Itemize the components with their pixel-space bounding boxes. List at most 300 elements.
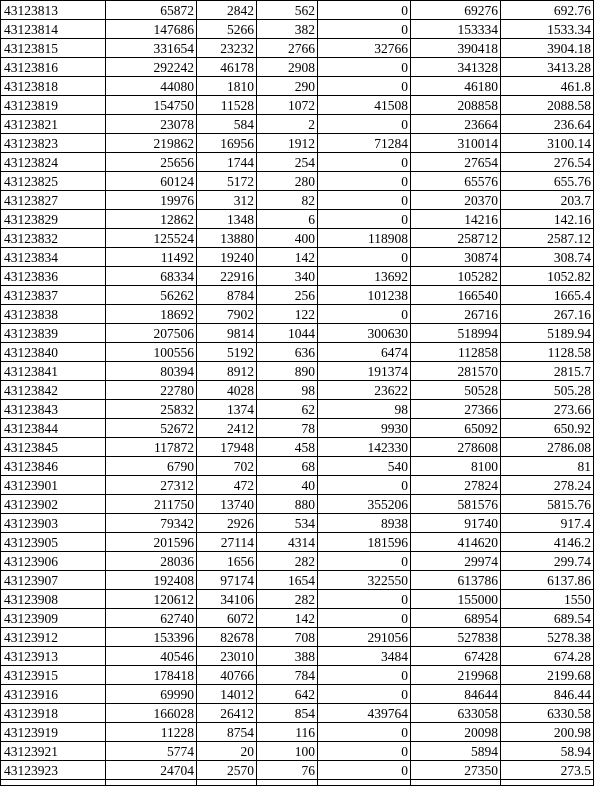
value-cell: 581576 xyxy=(411,495,501,514)
table-row xyxy=(1,438,594,457)
table-row xyxy=(1,134,594,153)
value-cell: 116 xyxy=(257,723,318,742)
value-cell: 280 xyxy=(257,172,318,191)
value-cell: 534 xyxy=(257,514,318,533)
empty-cell xyxy=(318,780,411,786)
value-cell: 461.8 xyxy=(501,77,594,96)
value-cell: 702 xyxy=(197,457,257,476)
row-id-cell: 43123840 xyxy=(1,343,106,362)
value-cell: 142.16 xyxy=(501,210,594,229)
value-cell: 5774 xyxy=(106,742,197,761)
value-cell: 854 xyxy=(257,704,318,723)
table-row xyxy=(1,229,594,248)
value-cell: 278.24 xyxy=(501,476,594,495)
value-cell: 27350 xyxy=(411,761,501,780)
row-id-cell: 43123818 xyxy=(1,77,106,96)
value-cell: 105282 xyxy=(411,267,501,286)
value-cell: 41508 xyxy=(318,96,411,115)
row-id-cell: 43123845 xyxy=(1,438,106,457)
value-cell: 4028 xyxy=(197,381,257,400)
value-cell: 650.92 xyxy=(501,419,594,438)
value-cell: 282 xyxy=(257,552,318,571)
value-cell: 122 xyxy=(257,305,318,324)
value-cell: 8912 xyxy=(197,362,257,381)
row-id-cell: 43123843 xyxy=(1,400,106,419)
value-cell: 282 xyxy=(257,590,318,609)
value-cell: 6474 xyxy=(318,343,411,362)
table-row xyxy=(1,324,594,343)
row-id-cell: 43123827 xyxy=(1,191,106,210)
value-cell: 310014 xyxy=(411,134,501,153)
value-cell: 1810 xyxy=(197,77,257,96)
value-cell: 97174 xyxy=(197,571,257,590)
row-id-cell: 43123842 xyxy=(1,381,106,400)
value-cell: 642 xyxy=(257,685,318,704)
table-row xyxy=(1,609,594,628)
row-id-cell: 43123841 xyxy=(1,362,106,381)
value-cell: 1052.82 xyxy=(501,267,594,286)
table-row xyxy=(1,647,594,666)
value-cell: 390418 xyxy=(411,39,501,58)
value-cell: 65872 xyxy=(106,1,197,20)
table-row xyxy=(1,1,594,20)
value-cell: 12862 xyxy=(106,210,197,229)
value-cell: 112858 xyxy=(411,343,501,362)
value-cell: 211750 xyxy=(106,495,197,514)
row-id-cell: 43123921 xyxy=(1,742,106,761)
table-row xyxy=(1,666,594,685)
row-id-cell: 43123836 xyxy=(1,267,106,286)
row-id-cell: 43123824 xyxy=(1,153,106,172)
value-cell: 340 xyxy=(257,267,318,286)
row-id-cell: 43123832 xyxy=(1,229,106,248)
value-cell: 0 xyxy=(318,685,411,704)
row-id-cell: 43123837 xyxy=(1,286,106,305)
table-row xyxy=(1,742,594,761)
value-cell: 192408 xyxy=(106,571,197,590)
value-cell: 291056 xyxy=(318,628,411,647)
value-cell: 1044 xyxy=(257,324,318,343)
table-row xyxy=(1,286,594,305)
value-cell: 142 xyxy=(257,248,318,267)
value-cell: 22916 xyxy=(197,267,257,286)
value-cell: 0 xyxy=(318,191,411,210)
empty-cell xyxy=(257,780,318,786)
table-row xyxy=(1,590,594,609)
table-row xyxy=(1,362,594,381)
value-cell: 3484 xyxy=(318,647,411,666)
table-row xyxy=(1,248,594,267)
value-cell: 178418 xyxy=(106,666,197,685)
value-cell: 69276 xyxy=(411,1,501,20)
row-id-cell: 43123839 xyxy=(1,324,106,343)
value-cell: 1550 xyxy=(501,590,594,609)
value-cell: 267.16 xyxy=(501,305,594,324)
value-cell: 2908 xyxy=(257,58,318,77)
value-cell: 81 xyxy=(501,457,594,476)
value-cell: 1072 xyxy=(257,96,318,115)
table-row xyxy=(1,153,594,172)
row-id-cell: 43123901 xyxy=(1,476,106,495)
row-id-cell: 43123918 xyxy=(1,704,106,723)
value-cell: 0 xyxy=(318,305,411,324)
value-cell: 46180 xyxy=(411,77,501,96)
value-cell: 68 xyxy=(257,457,318,476)
value-cell: 30874 xyxy=(411,248,501,267)
value-cell: 69990 xyxy=(106,685,197,704)
table-row xyxy=(1,552,594,571)
value-cell: 26716 xyxy=(411,305,501,324)
value-cell: 68954 xyxy=(411,609,501,628)
value-cell: 23622 xyxy=(318,381,411,400)
value-cell: 8784 xyxy=(197,286,257,305)
value-cell: 2926 xyxy=(197,514,257,533)
table-row xyxy=(1,571,594,590)
value-cell: 98 xyxy=(318,400,411,419)
value-cell: 584 xyxy=(197,115,257,134)
value-cell: 2570 xyxy=(197,761,257,780)
value-cell: 0 xyxy=(318,172,411,191)
row-id-cell: 43123919 xyxy=(1,723,106,742)
value-cell: 9930 xyxy=(318,419,411,438)
value-cell: 71284 xyxy=(318,134,411,153)
row-id-cell: 43123816 xyxy=(1,58,106,77)
value-cell: 153334 xyxy=(411,20,501,39)
value-cell: 11528 xyxy=(197,96,257,115)
value-cell: 219968 xyxy=(411,666,501,685)
value-cell: 19976 xyxy=(106,191,197,210)
row-id-cell: 43123916 xyxy=(1,685,106,704)
value-cell: 518994 xyxy=(411,324,501,343)
value-cell: 201596 xyxy=(106,533,197,552)
value-cell: 22780 xyxy=(106,381,197,400)
value-cell: 414620 xyxy=(411,533,501,552)
value-cell: 23664 xyxy=(411,115,501,134)
value-cell: 29974 xyxy=(411,552,501,571)
value-cell: 312 xyxy=(197,191,257,210)
value-cell: 0 xyxy=(318,609,411,628)
value-cell: 613786 xyxy=(411,571,501,590)
value-cell: 472 xyxy=(197,476,257,495)
value-cell: 784 xyxy=(257,666,318,685)
value-cell: 14012 xyxy=(197,685,257,704)
value-cell: 689.54 xyxy=(501,609,594,628)
value-cell: 0 xyxy=(318,58,411,77)
row-id-cell: 43123815 xyxy=(1,39,106,58)
row-id-cell: 43123846 xyxy=(1,457,106,476)
value-cell: 400 xyxy=(257,229,318,248)
value-cell: 13692 xyxy=(318,267,411,286)
value-cell: 68334 xyxy=(106,267,197,286)
value-cell: 917.4 xyxy=(501,514,594,533)
value-cell: 6790 xyxy=(106,457,197,476)
value-cell: 153396 xyxy=(106,628,197,647)
value-cell: 142330 xyxy=(318,438,411,457)
value-cell: 292242 xyxy=(106,58,197,77)
table-body xyxy=(1,1,594,786)
table-row xyxy=(1,533,594,552)
table-row xyxy=(1,723,594,742)
value-cell: 52672 xyxy=(106,419,197,438)
row-id-cell: 43123912 xyxy=(1,628,106,647)
value-cell: 5189.94 xyxy=(501,324,594,343)
value-cell: 692.76 xyxy=(501,1,594,20)
value-cell: 23010 xyxy=(197,647,257,666)
value-cell: 4146.2 xyxy=(501,533,594,552)
table-row xyxy=(1,58,594,77)
value-cell: 23078 xyxy=(106,115,197,134)
row-id-cell: 43123909 xyxy=(1,609,106,628)
row-id-cell: 43123906 xyxy=(1,552,106,571)
value-cell: 1656 xyxy=(197,552,257,571)
value-cell: 26412 xyxy=(197,704,257,723)
value-cell: 18692 xyxy=(106,305,197,324)
value-cell: 9814 xyxy=(197,324,257,343)
table-row xyxy=(1,96,594,115)
value-cell: 254 xyxy=(257,153,318,172)
value-cell: 28036 xyxy=(106,552,197,571)
table-row xyxy=(1,628,594,647)
value-cell: 82678 xyxy=(197,628,257,647)
value-cell: 11492 xyxy=(106,248,197,267)
row-id-cell: 43123915 xyxy=(1,666,106,685)
value-cell: 2766 xyxy=(257,39,318,58)
value-cell: 84644 xyxy=(411,685,501,704)
value-cell: 181596 xyxy=(318,533,411,552)
value-cell: 40546 xyxy=(106,647,197,666)
value-cell: 0 xyxy=(318,115,411,134)
table-row xyxy=(1,77,594,96)
value-cell: 62740 xyxy=(106,609,197,628)
empty-cell xyxy=(1,780,106,786)
value-cell: 2199.68 xyxy=(501,666,594,685)
table-row xyxy=(1,115,594,134)
value-cell: 439764 xyxy=(318,704,411,723)
value-cell: 120612 xyxy=(106,590,197,609)
row-id-cell: 43123838 xyxy=(1,305,106,324)
value-cell: 2587.12 xyxy=(501,229,594,248)
value-cell: 207506 xyxy=(106,324,197,343)
value-cell: 3413.28 xyxy=(501,58,594,77)
value-cell: 0 xyxy=(318,742,411,761)
value-cell: 281570 xyxy=(411,362,501,381)
value-cell: 2815.7 xyxy=(501,362,594,381)
value-cell: 276.54 xyxy=(501,153,594,172)
value-cell: 6072 xyxy=(197,609,257,628)
row-id-cell: 43123823 xyxy=(1,134,106,153)
value-cell: 80394 xyxy=(106,362,197,381)
value-cell: 191374 xyxy=(318,362,411,381)
table-row xyxy=(1,400,594,419)
table-row xyxy=(1,514,594,533)
value-cell: 388 xyxy=(257,647,318,666)
value-cell: 0 xyxy=(318,590,411,609)
value-cell: 98 xyxy=(257,381,318,400)
value-cell: 0 xyxy=(318,77,411,96)
empty-cell xyxy=(501,780,594,786)
value-cell: 58.94 xyxy=(501,742,594,761)
value-cell: 708 xyxy=(257,628,318,647)
row-id-cell: 43123844 xyxy=(1,419,106,438)
value-cell: 6 xyxy=(257,210,318,229)
value-cell: 3100.14 xyxy=(501,134,594,153)
empty-cell xyxy=(411,780,501,786)
value-cell: 17948 xyxy=(197,438,257,457)
value-cell: 208858 xyxy=(411,96,501,115)
value-cell: 219862 xyxy=(106,134,197,153)
table-row xyxy=(1,685,594,704)
value-cell: 13880 xyxy=(197,229,257,248)
value-cell: 0 xyxy=(318,1,411,20)
value-cell: 56262 xyxy=(106,286,197,305)
value-cell: 125524 xyxy=(106,229,197,248)
value-cell: 82 xyxy=(257,191,318,210)
value-cell: 1654 xyxy=(257,571,318,590)
value-cell: 200.98 xyxy=(501,723,594,742)
value-cell: 341328 xyxy=(411,58,501,77)
value-cell: 118908 xyxy=(318,229,411,248)
value-cell: 5815.76 xyxy=(501,495,594,514)
value-cell: 16956 xyxy=(197,134,257,153)
row-id-cell: 43123829 xyxy=(1,210,106,229)
value-cell: 154750 xyxy=(106,96,197,115)
value-cell: 0 xyxy=(318,552,411,571)
value-cell: 27366 xyxy=(411,400,501,419)
value-cell: 256 xyxy=(257,286,318,305)
value-cell: 14216 xyxy=(411,210,501,229)
value-cell: 100556 xyxy=(106,343,197,362)
value-cell: 6330.58 xyxy=(501,704,594,723)
value-cell: 2088.58 xyxy=(501,96,594,115)
value-cell: 674.28 xyxy=(501,647,594,666)
value-cell: 50528 xyxy=(411,381,501,400)
value-cell: 155000 xyxy=(411,590,501,609)
empty-cell xyxy=(197,780,257,786)
value-cell: 0 xyxy=(318,666,411,685)
value-cell: 299.74 xyxy=(501,552,594,571)
value-cell: 100 xyxy=(257,742,318,761)
value-cell: 27824 xyxy=(411,476,501,495)
value-cell: 60124 xyxy=(106,172,197,191)
value-cell: 1348 xyxy=(197,210,257,229)
value-cell: 5894 xyxy=(411,742,501,761)
value-cell: 25832 xyxy=(106,400,197,419)
value-cell: 236.64 xyxy=(501,115,594,134)
value-cell: 8754 xyxy=(197,723,257,742)
value-cell: 4314 xyxy=(257,533,318,552)
value-cell: 8938 xyxy=(318,514,411,533)
row-id-cell: 43123903 xyxy=(1,514,106,533)
value-cell: 91740 xyxy=(411,514,501,533)
value-cell: 0 xyxy=(318,210,411,229)
value-cell: 147686 xyxy=(106,20,197,39)
value-cell: 20 xyxy=(197,742,257,761)
value-cell: 19240 xyxy=(197,248,257,267)
value-cell: 6137.86 xyxy=(501,571,594,590)
value-cell: 0 xyxy=(318,476,411,495)
value-cell: 1533.34 xyxy=(501,20,594,39)
table-row xyxy=(1,20,594,39)
row-id-cell: 43123923 xyxy=(1,761,106,780)
value-cell: 142 xyxy=(257,609,318,628)
value-cell: 1374 xyxy=(197,400,257,419)
value-cell: 0 xyxy=(318,761,411,780)
value-cell: 540 xyxy=(318,457,411,476)
value-cell: 636 xyxy=(257,343,318,362)
value-cell: 32766 xyxy=(318,39,411,58)
value-cell: 0 xyxy=(318,723,411,742)
value-cell: 27312 xyxy=(106,476,197,495)
row-id-cell: 43123813 xyxy=(1,1,106,20)
value-cell: 2786.08 xyxy=(501,438,594,457)
value-cell: 300630 xyxy=(318,324,411,343)
value-cell: 308.74 xyxy=(501,248,594,267)
value-cell: 79342 xyxy=(106,514,197,533)
table-row xyxy=(1,704,594,723)
row-id-cell: 43123834 xyxy=(1,248,106,267)
table-row xyxy=(1,210,594,229)
value-cell: 505.28 xyxy=(501,381,594,400)
table-row xyxy=(1,267,594,286)
value-cell: 290 xyxy=(257,77,318,96)
value-cell: 273.66 xyxy=(501,400,594,419)
table-row xyxy=(1,457,594,476)
value-cell: 65576 xyxy=(411,172,501,191)
value-cell: 1128.58 xyxy=(501,343,594,362)
value-cell: 27654 xyxy=(411,153,501,172)
value-cell: 5172 xyxy=(197,172,257,191)
value-cell: 273.5 xyxy=(501,761,594,780)
value-cell: 322550 xyxy=(318,571,411,590)
table-row xyxy=(1,39,594,58)
value-cell: 25656 xyxy=(106,153,197,172)
value-cell: 67428 xyxy=(411,647,501,666)
table-row xyxy=(1,172,594,191)
value-cell: 1665.4 xyxy=(501,286,594,305)
value-cell: 355206 xyxy=(318,495,411,514)
value-cell: 2 xyxy=(257,115,318,134)
table-row xyxy=(1,381,594,400)
row-id-cell: 43123814 xyxy=(1,20,106,39)
row-id-cell: 43123913 xyxy=(1,647,106,666)
table-row xyxy=(1,305,594,324)
row-id-cell: 43123819 xyxy=(1,96,106,115)
value-cell: 40766 xyxy=(197,666,257,685)
value-cell: 62 xyxy=(257,400,318,419)
value-cell: 23232 xyxy=(197,39,257,58)
value-cell: 633058 xyxy=(411,704,501,723)
value-cell: 34106 xyxy=(197,590,257,609)
table-row xyxy=(1,495,594,514)
value-cell: 382 xyxy=(257,20,318,39)
value-cell: 65092 xyxy=(411,419,501,438)
value-cell: 458 xyxy=(257,438,318,457)
table-row-partial xyxy=(1,780,594,786)
value-cell: 40 xyxy=(257,476,318,495)
value-cell: 1912 xyxy=(257,134,318,153)
table-row xyxy=(1,343,594,362)
value-cell: 655.76 xyxy=(501,172,594,191)
value-cell: 117872 xyxy=(106,438,197,457)
value-cell: 562 xyxy=(257,1,318,20)
value-cell: 5192 xyxy=(197,343,257,362)
value-cell: 0 xyxy=(318,153,411,172)
row-id-cell: 43123902 xyxy=(1,495,106,514)
value-cell: 46178 xyxy=(197,58,257,77)
value-cell: 331654 xyxy=(106,39,197,58)
value-cell: 846.44 xyxy=(501,685,594,704)
value-cell: 1744 xyxy=(197,153,257,172)
